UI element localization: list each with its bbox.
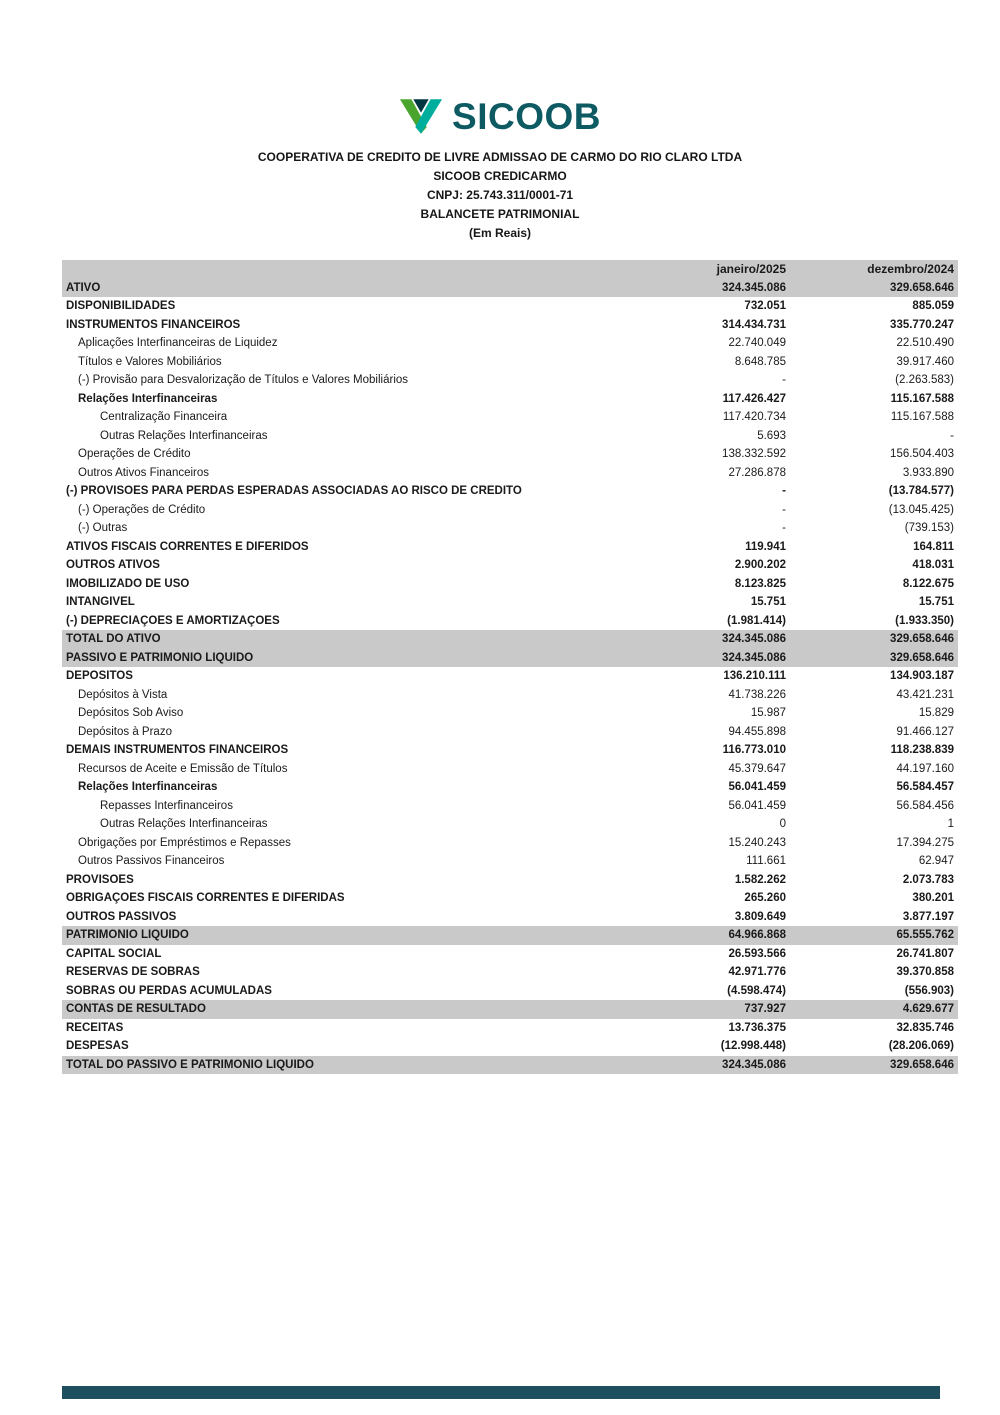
row-label: DEPÓSITOS <box>66 670 133 683</box>
table-row <box>62 649 958 668</box>
row-label: PASSIVO E PATRIMÔNIO LÍQUIDO <box>66 651 254 664</box>
row-value-dez2024: 329.658.646 <box>890 1058 954 1071</box>
row-value-jan2025: 117.420.734 <box>722 411 786 424</box>
balance-sheet-table <box>62 260 958 1074</box>
report-title: BALANCETE PATRIMONIAL <box>420 207 580 221</box>
table-header-row <box>62 260 958 279</box>
row-label: DEMAIS INSTRUMENTOS FINANCEIROS <box>66 744 289 757</box>
row-value-jan2025: 13.736.375 <box>728 1021 786 1034</box>
row-value-jan2025: 5.693 <box>757 429 786 442</box>
row-value-jan2025: 8.123.825 <box>734 577 786 590</box>
table-row <box>62 723 958 742</box>
row-value-dez2024: 39.370.858 <box>896 966 954 979</box>
table-row <box>62 704 958 723</box>
company-name: COOPERATIVA DE CREDITO DE LIVRE ADMISSAO DE CARMO DO RIO CLARO LTDA <box>257 150 743 164</box>
row-value-jan2025: 116.773.010 <box>722 744 786 757</box>
table-row <box>62 1000 958 1019</box>
row-value-dez2024: 115.167.588 <box>890 392 954 405</box>
row-label: (-) PROVISÕES PARA PERDAS ESPERADAS ASSOCIADAS AO RISCO DE CRÉDITO <box>66 485 522 498</box>
row-label: PATRIMÔNIO LÍQUIDO <box>66 929 189 942</box>
sicoob-logo-icon <box>399 98 443 135</box>
row-label: Outras Relações Interfinanceiras <box>100 429 268 442</box>
row-value-dez2024: 91.466.127 <box>896 725 954 738</box>
row-value-dez2024: 32.835.746 <box>896 1021 954 1034</box>
table-row <box>62 667 958 686</box>
row-value-jan2025: 737.927 <box>744 1003 786 1016</box>
row-label: RESERVAS DE SOBRAS <box>66 966 200 979</box>
row-value-dez2024: (1.933.350) <box>895 614 954 627</box>
row-value-jan2025: 136.210.111 <box>723 670 786 683</box>
row-value-jan2025: - <box>782 374 786 387</box>
row-value-jan2025: 324.345.086 <box>722 1058 786 1071</box>
row-value-jan2025: 732.051 <box>744 300 786 313</box>
table-row <box>62 908 958 927</box>
row-value-dez2024: 15.751 <box>918 596 954 609</box>
row-value-jan2025: 2.900.202 <box>734 559 786 572</box>
row-value-jan2025: - <box>782 485 786 498</box>
table-row <box>62 852 958 871</box>
row-label: CAPITAL SOCIAL <box>66 947 162 960</box>
table-row <box>62 575 958 594</box>
table-row <box>62 815 958 834</box>
document-header <box>0 148 1000 243</box>
row-label: INSTRUMENTOS FINANCEIROS <box>66 318 241 331</box>
row-value-jan2025: 27.286.878 <box>728 466 786 479</box>
row-label: OUTROS ATIVOS <box>66 559 160 572</box>
row-value-dez2024: 22.510.490 <box>896 337 954 350</box>
row-value-dez2024: (28.206.069) <box>888 1040 954 1053</box>
table-row <box>62 871 958 890</box>
row-label: ATIVO <box>66 281 101 294</box>
table-row <box>62 593 958 612</box>
table-row <box>62 778 958 797</box>
table-row <box>62 945 958 964</box>
table-row <box>62 501 958 520</box>
row-value-dez2024: 8.122.675 <box>902 577 954 590</box>
table-row <box>62 482 958 501</box>
row-value-jan2025: (4.598.474) <box>727 984 786 997</box>
cooperative-name: SICOOB CREDICARMO <box>433 169 567 183</box>
table-row <box>62 926 958 945</box>
table-row <box>62 686 958 705</box>
table-row <box>62 445 958 464</box>
sicoob-logo <box>0 0 1000 135</box>
row-value-jan2025: 324.345.086 <box>722 281 786 294</box>
row-label: Aplicações Interfinanceiras de Liquidez <box>78 337 278 350</box>
row-label: ATIVOS FISCAIS CORRENTES E DIFERIDOS <box>66 540 309 553</box>
table-row <box>62 390 958 409</box>
row-value-dez2024: 329.658.646 <box>890 281 954 294</box>
row-label: SOBRAS OU PERDAS ACUMULADAS <box>66 984 272 997</box>
table-row <box>62 297 958 316</box>
row-value-dez2024: 56.584.456 <box>896 799 954 812</box>
row-label: Operações de Crédito <box>78 448 191 461</box>
row-value-dez2024: 885.059 <box>912 300 954 313</box>
row-label: Repasses Interfinanceiros <box>100 799 233 812</box>
row-value-dez2024: 3.933.890 <box>902 466 954 479</box>
row-value-jan2025: 15.751 <box>750 596 786 609</box>
row-label: PROVISÕES <box>66 873 134 886</box>
row-value-dez2024: 329.658.646 <box>890 633 954 646</box>
row-value-dez2024: 380.201 <box>912 892 954 905</box>
row-value-dez2024: (556.903) <box>904 984 954 997</box>
row-value-jan2025: 56.041.459 <box>728 799 786 812</box>
row-value-jan2025: - <box>782 522 786 535</box>
row-value-jan2025: 22.740.049 <box>728 337 786 350</box>
row-label: Obrigações por Empréstimos e Repasses <box>78 836 291 849</box>
table-row <box>62 612 958 631</box>
row-label: Recursos de Aceite e Emissão de Títulos <box>78 762 288 775</box>
row-value-dez2024: (2.263.583) <box>895 374 954 387</box>
row-label: INTANGÍVEL <box>66 596 135 609</box>
row-label: DESPESAS <box>66 1040 129 1053</box>
row-label: OBRIGAÇÕES FISCAIS CORRENTES E DIFERIDAS <box>66 892 345 905</box>
cnpj: CNPJ: 25.743.311/0001-71 <box>426 188 574 202</box>
row-value-dez2024: (739.153) <box>904 522 954 535</box>
row-value-jan2025: 42.971.776 <box>728 966 786 979</box>
row-value-jan2025: 15.240.243 <box>728 836 786 849</box>
table-row <box>62 353 958 372</box>
row-label: TOTAL DO PASSIVO E PATRIMÔNIO LÍQUIDO <box>66 1058 314 1071</box>
row-value-jan2025: (12.998.448) <box>720 1040 786 1053</box>
row-label: Depósitos à Prazo <box>78 725 172 738</box>
row-label: (-) Outras <box>78 522 128 535</box>
row-label: TOTAL DO ATIVO <box>66 633 161 646</box>
row-label: Relações Interfinanceiras <box>78 392 218 405</box>
row-value-dez2024: 39.917.460 <box>896 355 954 368</box>
row-value-dez2024: 156.504.403 <box>890 448 954 461</box>
table-row <box>62 464 958 483</box>
table-row <box>62 538 958 557</box>
row-value-dez2024: 56.584.457 <box>896 781 954 794</box>
table-row <box>62 982 958 1001</box>
row-value-dez2024: (13.045.425) <box>888 503 954 516</box>
row-value-jan2025: 265.260 <box>744 892 786 905</box>
currency-note: (Em Reais) <box>468 226 532 240</box>
row-value-dez2024: 26.741.807 <box>896 947 954 960</box>
row-value-jan2025: (1.981.414) <box>727 614 786 627</box>
table-row <box>62 408 958 427</box>
table-row <box>62 797 958 816</box>
row-label: (-) DEPRECIAÇÕES E AMORTIZAÇÕES <box>66 614 280 627</box>
column-header-dez2024: dezembro/2024 <box>867 262 954 277</box>
table-row <box>62 371 958 390</box>
row-value-jan2025: 56.041.459 <box>728 781 786 794</box>
row-label: IMOBILIZADO DE USO <box>66 577 190 590</box>
table-row <box>62 1056 958 1075</box>
row-value-dez2024: 17.394.275 <box>896 836 954 849</box>
row-value-dez2024: 62.947 <box>918 855 954 868</box>
table-row <box>62 279 958 298</box>
row-value-dez2024: 118.238.839 <box>890 744 954 757</box>
row-value-dez2024: 15.829 <box>918 707 954 720</box>
row-label: Outros Passivos Financeiros <box>78 855 225 868</box>
row-label: Centralização Financeira <box>100 411 228 424</box>
table-row <box>62 334 958 353</box>
row-value-jan2025: 8.648.785 <box>734 355 786 368</box>
row-value-jan2025: 94.455.898 <box>728 725 786 738</box>
table-row <box>62 889 958 908</box>
row-value-dez2024: 2.073.783 <box>902 873 954 886</box>
row-value-dez2024: 134.903.187 <box>890 670 954 683</box>
footer-bar <box>62 1386 940 1399</box>
sicoob-wordmark: SICOOB <box>452 96 601 137</box>
row-label: CONTAS DE RESULTADO <box>66 1003 206 1016</box>
row-value-jan2025: 138.332.592 <box>722 448 786 461</box>
row-label: (-) Provisão para Desvalorização de Títulos e Valores Mobiliários <box>78 374 409 387</box>
row-value-dez2024: 65.555.762 <box>896 929 954 942</box>
row-value-jan2025: 41.738.226 <box>728 688 786 701</box>
column-header-jan2025: janeiro/2025 <box>716 262 786 277</box>
table-body <box>62 279 958 1075</box>
row-value-jan2025: 0 <box>779 818 786 831</box>
table-row <box>62 1037 958 1056</box>
row-value-jan2025: 119.941 <box>745 540 786 553</box>
row-value-dez2024: (13.784.577) <box>888 485 954 498</box>
table-row <box>62 834 958 853</box>
row-label: Depósitos Sob Aviso <box>78 707 184 720</box>
row-label: Outras Relações Interfinanceiras <box>100 818 268 831</box>
row-label: DISPONIBILIDADES <box>66 300 176 313</box>
row-value-dez2024: 115.167.588 <box>890 411 954 424</box>
table-row <box>62 519 958 538</box>
table-row <box>62 760 958 779</box>
row-value-jan2025: 1.582.262 <box>734 873 786 886</box>
row-value-jan2025: 64.966.868 <box>728 929 786 942</box>
row-label: Relações Interfinanceiras <box>78 781 218 794</box>
row-value-dez2024: 4.629.677 <box>902 1003 954 1016</box>
row-value-jan2025: 45.379.647 <box>728 762 786 775</box>
row-label: OUTROS PASSIVOS <box>66 910 177 923</box>
table-row <box>62 741 958 760</box>
table-row <box>62 556 958 575</box>
row-value-jan2025: - <box>782 503 786 516</box>
row-value-dez2024: 1 <box>947 818 954 831</box>
row-value-jan2025: 324.345.086 <box>722 651 786 664</box>
row-value-dez2024: 3.877.197 <box>902 910 954 923</box>
table-row <box>62 427 958 446</box>
row-value-dez2024: 164.811 <box>913 540 954 553</box>
row-value-dez2024: 329.658.646 <box>890 651 954 664</box>
table-row <box>62 630 958 649</box>
row-value-jan2025: 324.345.086 <box>722 633 786 646</box>
row-label: Títulos e Valores Mobiliários <box>78 355 222 368</box>
row-value-dez2024: - <box>950 429 954 442</box>
row-value-jan2025: 26.593.566 <box>728 947 786 960</box>
row-value-dez2024: 44.197.160 <box>896 762 954 775</box>
row-value-dez2024: 335.770.247 <box>890 318 954 331</box>
row-label: Outros Ativos Financeiros <box>78 466 210 479</box>
row-value-jan2025: 3.809.649 <box>734 910 786 923</box>
row-label: (-) Operações de Crédito <box>78 503 206 516</box>
row-value-dez2024: 418.031 <box>912 559 954 572</box>
row-value-dez2024: 43.421.231 <box>896 688 954 701</box>
row-value-jan2025: 117.426.427 <box>722 392 786 405</box>
row-label: Depósitos à Vista <box>78 688 168 701</box>
row-value-jan2025: 111.661 <box>746 855 786 868</box>
row-value-jan2025: 314.434.731 <box>722 318 786 331</box>
table-row <box>62 316 958 335</box>
table-row <box>62 963 958 982</box>
row-value-jan2025: 15.987 <box>750 707 786 720</box>
table-row <box>62 1019 958 1038</box>
row-label: RECEITAS <box>66 1021 124 1034</box>
